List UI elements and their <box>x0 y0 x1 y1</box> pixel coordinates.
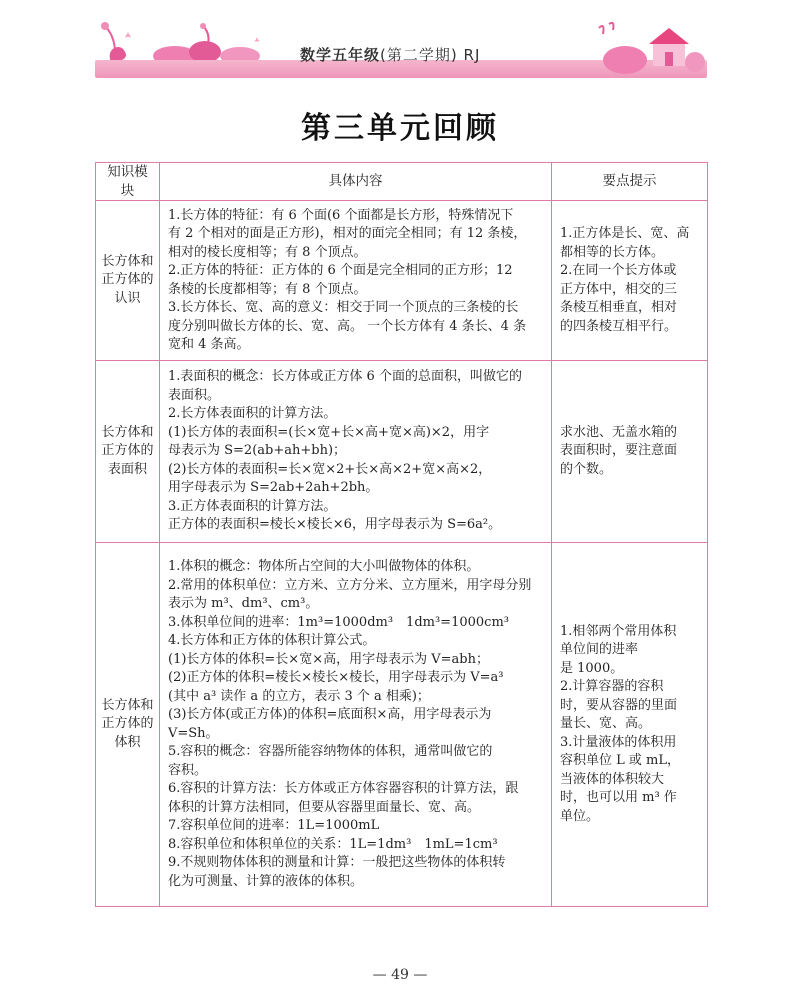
tip-line: 量长、宽、高。 <box>560 716 652 732</box>
tip-line: 1.正方体是长、宽、高 <box>560 226 690 241</box>
page-header <box>95 18 707 80</box>
content-line: 条棱的长度都相等；有 8 个顶点。 <box>168 281 367 297</box>
content-line: 体积的计算方法相同，但要从容器里面量长、宽、高。 <box>168 799 481 815</box>
content-line: 有 2 个相对的面是正方形)，相对的面完全相同；有 12 条棱， <box>168 226 527 241</box>
column-header-tips: 要点提示 <box>552 163 708 201</box>
tip-line: 求水池、无盖水箱的 <box>560 424 678 440</box>
house-decoration-icon <box>595 18 707 80</box>
tip-line: 表面积时，要注意面 <box>560 443 678 459</box>
tip-line: 的四条棱互相平行。 <box>560 318 678 334</box>
module-cell <box>96 543 160 907</box>
content-line: 7.容积单位间的进率：1L=1000mL <box>168 818 380 833</box>
tip-line: 时，也可以用 m³ 作 <box>560 790 677 806</box>
table-row <box>96 201 708 361</box>
content-line: (2)长方体的表面积=长×宽×2+长×高×2+宽×高×2， <box>168 461 492 477</box>
review-table <box>95 162 708 907</box>
page-number: — 49 — <box>372 967 428 983</box>
tip-line: 单位间的进率 <box>560 642 639 658</box>
module-label: 体积 <box>114 734 141 750</box>
tip-line: 都相等的长方体。 <box>560 244 665 260</box>
module-label: 表面积 <box>107 461 147 477</box>
module-label: 正方体的 <box>101 272 154 288</box>
tip-line: 单位。 <box>560 808 600 824</box>
content-cell <box>160 361 552 543</box>
content-line: 容积。 <box>168 762 208 778</box>
module-cell <box>96 361 160 543</box>
tip-line: 1.相邻两个常用体积 <box>560 623 677 639</box>
content-line: 6.容积的计算方法：长方体或正方体容器容积的计算方法，跟 <box>168 781 519 796</box>
header-term: (第二学期) <box>380 46 458 64</box>
tip-line: 正方体中，相交的三 <box>560 281 678 297</box>
module-label: 认识 <box>114 290 141 306</box>
content-line: 3.体积单位间的进率：1m³=1000dm³ 1dm³=1000cm³ <box>168 614 509 630</box>
content-line: 2.常用的体积单位：立方米、立方分米、立方厘米，用字母分别 <box>168 577 532 593</box>
module-label: 正方体的 <box>101 716 154 732</box>
content-line: 4.长方体和正方体的体积计算公式。 <box>168 633 376 648</box>
tip-line: 是 1000。 <box>560 660 624 676</box>
content-line: 正方体的表面积=棱长×棱长×6，用字母表示为 S=6a²。 <box>168 517 502 533</box>
tip-line: 的个数。 <box>560 461 613 477</box>
content-line: 3.正方体表面积的计算方法。 <box>168 498 337 514</box>
tip-line: 3.计量液体的体积用 <box>560 734 677 750</box>
module-label: 长方体和 <box>101 424 154 440</box>
content-line: 1.表面积的概念：长方体或正方体 6 个面的总面积，叫做它的 <box>168 369 522 385</box>
module-label: 正方体的 <box>101 443 154 459</box>
table-row <box>96 361 708 543</box>
content-line: V=Sh。 <box>168 725 219 741</box>
column-header-module: 知识模块 <box>96 163 160 201</box>
tips-cell <box>552 201 708 361</box>
tips-cell <box>552 543 708 907</box>
header-subject: 数学五年级 <box>300 46 381 64</box>
content-line: (其中 a³ 读作 a 的立方，表示 3 个 a 相乘)； <box>168 688 430 704</box>
content-line: 表面积。 <box>168 387 221 403</box>
content-cell <box>160 201 552 361</box>
column-header-content: 具体内容 <box>160 163 552 201</box>
tip-line: 当液体的体积较大 <box>560 771 665 787</box>
content-line: 1.长方体的特征：有 6 个面(6 个面都是长方形，特殊情况下 <box>168 207 514 223</box>
tips-cell <box>552 361 708 543</box>
content-line: (3)长方体(或正方体)的体积=底面积×高，用字母表示为 <box>168 707 492 722</box>
content-line: 母表示为 S=2(ab+ah+bh)； <box>168 443 347 459</box>
module-label: 长方体和 <box>101 253 154 269</box>
tip-line: 条棱互相垂直，相对 <box>560 300 678 315</box>
content-line: 2.正方体的特征：正方体的 6 个面是完全相同的正方形；12 <box>168 263 513 278</box>
header-edition: RJ <box>463 46 481 64</box>
content-line: (1)长方体的体积=长×宽×高，用字母表示为 V=abh； <box>168 651 489 667</box>
content-line: (2)正方体的体积=棱长×棱长×棱长，用字母表示为 V=a³ <box>168 670 504 685</box>
header-title <box>300 44 480 65</box>
content-line: 1.体积的概念：物体所占空间的大小叫做物体的体积。 <box>168 559 480 574</box>
tip-line: 2.在同一个长方体或 <box>560 263 677 278</box>
module-label: 长方体和 <box>101 697 154 713</box>
content-line: 2.长方体表面积的计算方法。 <box>168 406 337 422</box>
content-line: 表示为 m³、dm³、cm³。 <box>168 596 319 611</box>
content-line: 用字母表示为 S=2ab+2ah+2bh。 <box>168 480 379 496</box>
content-line: 9.不规则物体体积的测量和计算：一般把这些物体的体积转 <box>168 855 506 870</box>
content-line: 度分别叫做长方体的长、宽、高。 一个长方体有 4 条长、4 条 <box>168 318 527 334</box>
content-line: 宽和 4 条高。 <box>168 337 250 352</box>
content-line: 8.容积单位和体积单位的关系：1L=1dm³ 1mL=1cm³ <box>168 836 498 852</box>
content-line: 3.长方体长、宽、高的意义：相交于同一个顶点的三条棱的长 <box>168 300 519 315</box>
content-line: (1)长方体的表面积=(长×宽+长×高+宽×高)×2，用字 <box>168 424 490 440</box>
tip-line: 2.计算容器的容积 <box>560 679 664 695</box>
module-cell <box>96 201 160 361</box>
content-line: 相对的棱长度相等；有 8 个顶点。 <box>168 244 367 260</box>
tip-line: 时，要从容器的里面 <box>560 697 678 713</box>
content-cell <box>160 543 552 907</box>
table-row <box>96 543 708 907</box>
table-header-row <box>96 163 708 201</box>
content-line: 5.容积的概念：容器所能容纳物体的体积，通常叫做它的 <box>168 744 493 759</box>
content-line: 化为可测量、计算的液体的体积。 <box>168 873 364 889</box>
page-title: 第三单元回顾 <box>301 111 499 146</box>
tip-line: 容积单位 L 或 mL， <box>560 753 680 769</box>
